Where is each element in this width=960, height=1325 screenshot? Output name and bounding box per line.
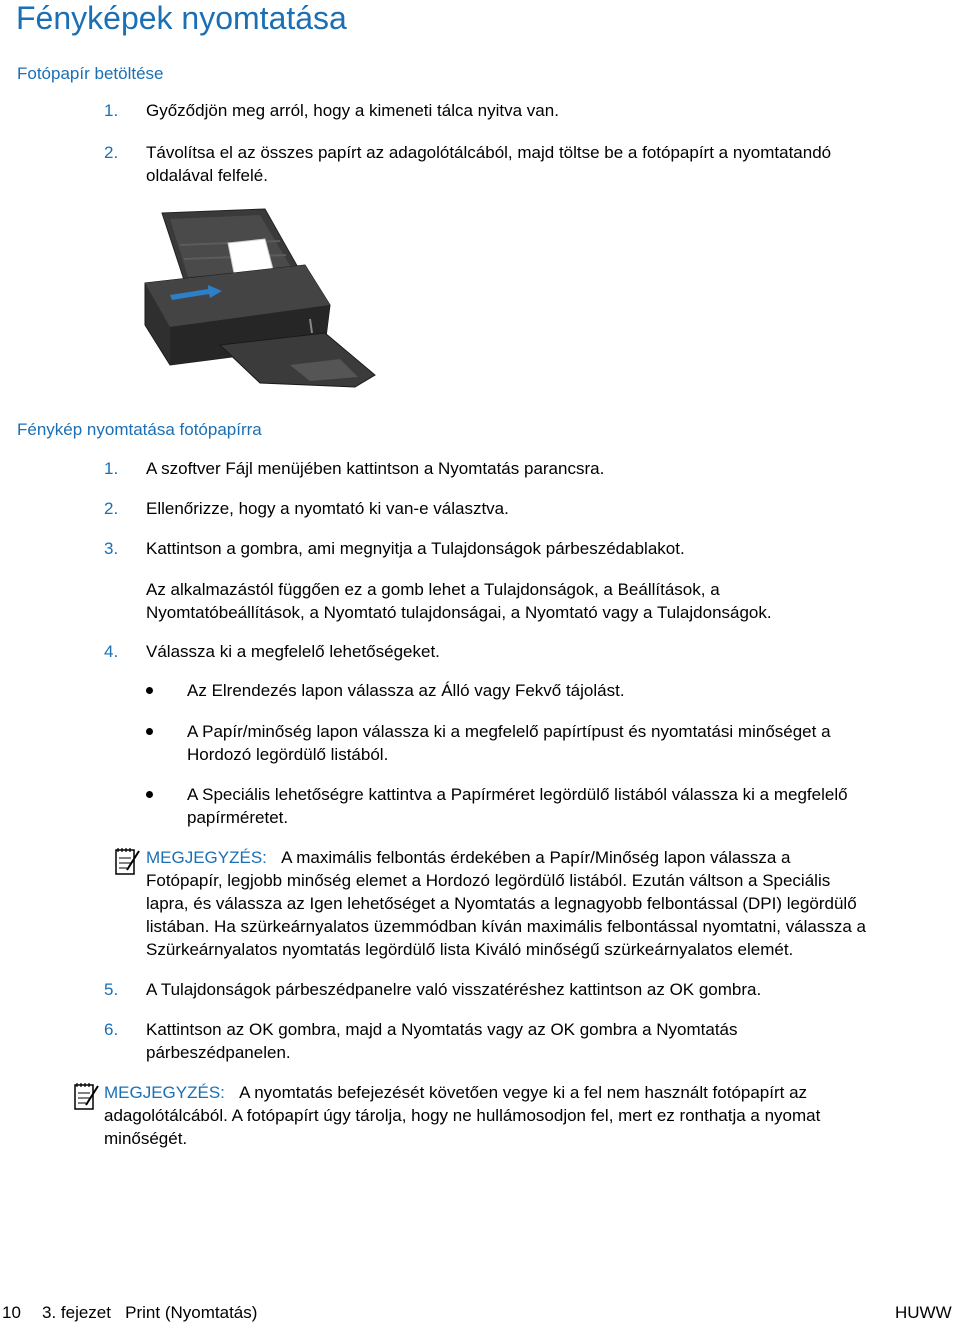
bullet-icon bbox=[146, 687, 153, 694]
section-heading-load-photo-paper: Fotópapír betöltése bbox=[17, 64, 164, 83]
step-text: Kattintson az OK gombra, majd a Nyomtatás vagy az OK gombra a Nyomtatás párbeszédpanelen. bbox=[146, 1020, 738, 1062]
page-number: 10 bbox=[2, 1303, 21, 1322]
paragraph: Az alkalmazástól függően ez a gomb lehet a Tulajdonságok, a Beállítások, a Nyomtatóbeállítások, a Nyomtató tulajdonságai, a Nyomtató vagy a Tulajdonságok. bbox=[146, 580, 772, 622]
step-number: 2. bbox=[104, 499, 119, 518]
step-text: Kattintson a gombra, ami megnyitja a Tulajdonságok párbeszédablakot. bbox=[146, 539, 685, 558]
note-icon bbox=[113, 845, 141, 877]
note-label: MEGJEGYZÉS: bbox=[146, 848, 267, 867]
note-text: MEGJEGYZÉS: A maximális felbontás érdekében a Papír/Minőség lapon válassza a Fotópapír, legjobb minőség elemet a Hordozó legördülő listából. Ezután váltson a Speciális lapra, és válassza az Igen lehetőséget a Nyomtatás a legnagyobb felbontással (DPI) legördülő listában. Ha szürkeárnyalatos üzemmódban kíván maximális felbontással nyomtatni, válassza a Szürkeárnyalatos nyomtatás legördülő lista Kiváló minőségű szürkeárnyalatos elemét. bbox=[146, 848, 867, 959]
footer-brand: HUWW bbox=[895, 1303, 952, 1322]
bullet-text: A Speciális lehetőségre kattintva a Papírméret legördülő listából válassza ki a megfelelő papírméretet. bbox=[187, 785, 848, 827]
bullet-text: A Papír/minőség lapon válassza ki a megfelelő papírtípust és nyomtatási minőséget a Hordozó legördülő listából. bbox=[187, 722, 831, 764]
step-text: Győződjön meg arról, hogy a kimeneti tálca nyitva van. bbox=[146, 101, 559, 120]
step-text: Ellenőrizze, hogy a nyomtató ki van-e választva. bbox=[146, 499, 509, 518]
step-number: 4. bbox=[104, 642, 119, 661]
note-label: MEGJEGYZÉS: bbox=[104, 1083, 225, 1102]
bullet-icon bbox=[146, 791, 153, 798]
step-number: 5. bbox=[104, 980, 119, 999]
step-number: 1. bbox=[104, 101, 119, 120]
bullet-icon bbox=[146, 728, 153, 735]
step-text: Távolítsa el az összes papírt az adagolótálcából, majd töltse be a fotópapírt a nyomtatandó oldalával felfelé. bbox=[146, 143, 832, 185]
chapter-title: 3. fejezet Print (Nyomtatás) bbox=[42, 1303, 258, 1322]
note-text: MEGJEGYZÉS: A nyomtatás befejezését követően vegye ki a fel nem használt fotópapírt az adagolótálcából. A fotópapírt úgy tárolja, hogy ne hullámosodjon fel, mert ez ronthatja a nyomat minőségét. bbox=[104, 1083, 821, 1148]
step-number: 1. bbox=[104, 459, 119, 478]
step-text: A Tulajdonságok párbeszédpanelre való visszatéréshez kattintson az OK gombra. bbox=[146, 980, 762, 999]
section-heading-print-photo: Fénykép nyomtatása fotópapírra bbox=[17, 420, 262, 439]
step-number: 6. bbox=[104, 1020, 119, 1039]
page-title: Fényképek nyomtatása bbox=[16, 0, 347, 36]
bullet-text: Az Elrendezés lapon válassza az Álló vagy Fekvő tájolást. bbox=[187, 681, 625, 700]
step-number: 3. bbox=[104, 539, 119, 558]
note-icon bbox=[72, 1080, 100, 1112]
step-number: 2. bbox=[104, 143, 119, 162]
step-text: A szoftver Fájl menüjében kattintson a Nyomtatás parancsra. bbox=[146, 459, 605, 478]
printer-illustration bbox=[140, 205, 400, 390]
step-text: Válassza ki a megfelelő lehetőségeket. bbox=[146, 642, 440, 661]
